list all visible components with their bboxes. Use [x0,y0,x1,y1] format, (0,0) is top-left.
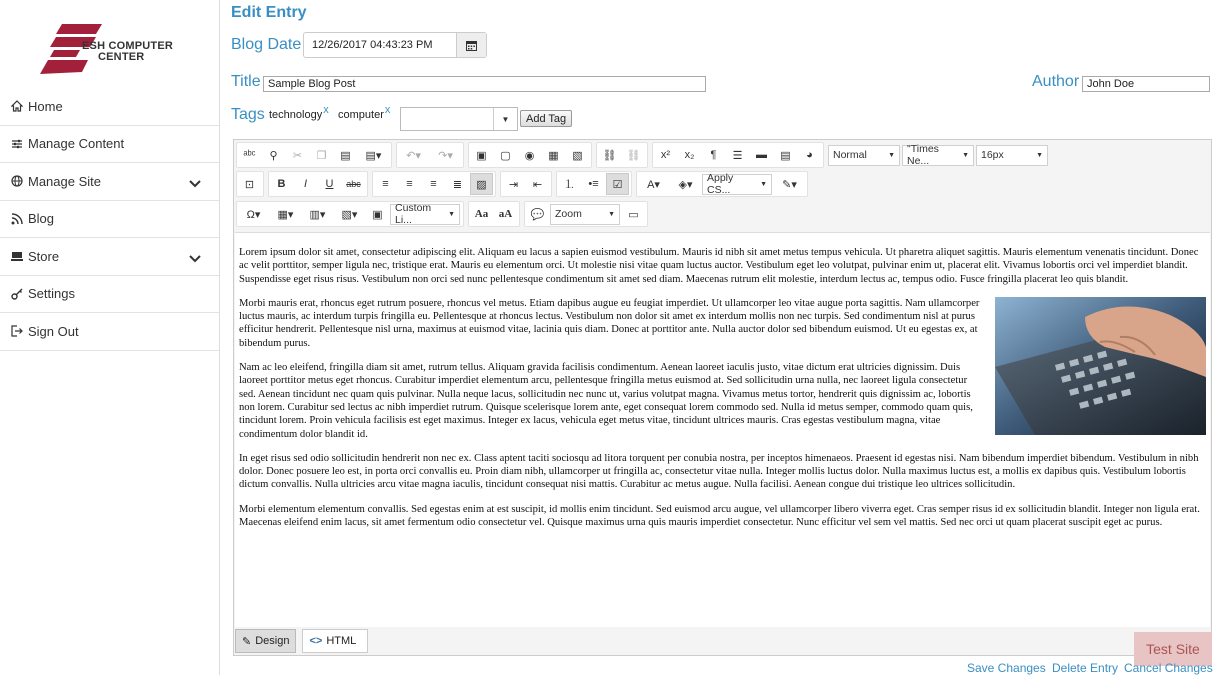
toolbar-group [468,142,592,168]
toolbar-group [652,142,824,168]
sidebar-nav [0,88,219,351]
unlink-icon[interactable]: ⛓ [626,149,641,162]
underline-icon[interactable]: U [325,178,334,190]
sidebar-item-settings[interactable] [0,276,219,314]
remove-tag-icon[interactable]: x [323,104,329,116]
check-format-icon[interactable]: ☑ [606,173,629,195]
toolbar-group [236,142,392,168]
select-all-icon[interactable]: ⊡ [244,178,255,191]
title-label: Title [231,73,261,90]
sidebar [0,0,220,675]
sidebar-item-label: Manage Site [28,173,101,189]
sidebar-item-label: Store [28,248,60,264]
caret-icon: ▼ [448,210,455,218]
insert-snippet-icon[interactable]: ▧▾ [341,208,358,221]
paste-options-icon[interactable]: ▤▾ [365,149,382,162]
sidebar-item-label: Settings [28,286,75,302]
css-class-value: Apply CS... [707,172,734,196]
align-left-icon[interactable]: ≡ [382,178,389,190]
title-input[interactable]: Sample Blog Post [263,76,706,92]
toolbar-group [396,142,464,168]
chart-icon[interactable]: ◕ [806,149,813,161]
logo-text-line1: ESH COMPUTER [82,40,174,52]
chevron-down-icon[interactable] [189,251,201,266]
remove-alignment-icon[interactable]: ▨ [470,173,493,195]
logo-text-line2: CENTER [98,51,145,63]
cut-icon[interactable]: ✂ [292,149,303,162]
format-value: Normal [833,149,867,161]
custom-links-dropdown[interactable] [390,204,460,225]
abbr-icon[interactable]: ☰ [732,149,743,162]
toolbar-group [468,201,520,227]
tag-select[interactable] [400,107,518,131]
toolbar-group [500,171,552,197]
toolbar-group [556,171,632,197]
zoom-dropdown[interactable] [550,204,620,225]
toolbar-group [596,142,648,168]
justify-icon[interactable]: ≣ [452,178,463,191]
globe-icon [10,174,24,188]
save-changes-link[interactable]: Save Changes [967,661,1046,675]
delete-entry-link[interactable]: Delete Entry [1052,661,1119,675]
find-icon[interactable]: ⚲ [269,149,278,162]
sliders-icon [10,137,24,151]
dropdown-arrow-icon[interactable]: ▼ [493,108,517,130]
add-tag-button[interactable]: Add Tag [520,110,572,127]
image-manager-icon[interactable]: ▣ [476,149,487,162]
format-stripper-icon[interactable]: ✎▾ [782,178,797,191]
zoom-value: Zoom [555,208,582,220]
sidebar-item-label: Home [28,98,63,114]
strikethrough-icon[interactable]: abc [346,179,361,189]
html-mode-label: HTML [326,635,357,647]
outdent-icon[interactable]: ⇤ [532,178,543,191]
document-icon[interactable]: ▧ [572,149,583,162]
form-icon[interactable]: ▤ [780,149,791,162]
convert-uppercase-icon[interactable]: aA [498,208,513,220]
sidebar-item-blog[interactable] [0,201,219,239]
toolbar-group [636,171,808,197]
indent-icon[interactable]: ⇥ [508,178,519,191]
author-label: Author [1032,73,1080,90]
sidebar-item-sign-out[interactable] [0,313,219,351]
sidebar-item-store[interactable] [0,238,219,276]
subscript-icon[interactable]: x₂ [684,149,695,161]
toolbar-row-2 [236,171,812,197]
sidebar-item-home[interactable] [0,88,219,126]
calendar-icon [466,40,477,51]
home-icon [10,99,24,113]
content-paragraph: In eget risus sed odio sollicitudin hendrerit non nec ex. Class aptent taciti sociosqu ad litora torquent per conubia nostra, per inceptos himenaeos. Praesent id egestas nisi. Nam bibendum imperdiet bibendum. Vestibulum in nibh dolor. Donec posuere leo est, in porta orci convallis eu. Proin diam nibh, ullamcorper ut fringilla ac, consectetur vitae nulla. Integer mollis luctus dolor. Nulla maximus luctus est, a mollis ex dapibus quis. Vestibulum lobortis dictum convallis. Nulla ultricies arcu vitae magna iaculis, tincidunt consequat nisi mattis. Curabitur ac metus augue. Nulla facilisi. Aenean congue dui tristique leo ultrices sollicitudin. [239,452,1199,491]
rss-icon [10,212,24,226]
align-center-icon[interactable]: ≡ [406,178,413,190]
tag-label: computer [338,109,384,121]
blog-date-input[interactable]: 12/26/2017 04:43:23 PM [312,39,433,51]
test-site-button[interactable]: Test Site [1134,632,1212,666]
key-icon [10,287,24,301]
toolbar-group [268,171,368,197]
numbered-list-icon[interactable]: ⒈ [564,179,575,191]
spellcheck-icon[interactable]: ᵃᵇᶜ [243,149,256,161]
caret-icon: ▼ [888,151,895,159]
bold-icon[interactable]: B [277,178,286,190]
pencil-icon: ✎ [242,635,252,648]
tags-label: Tags [231,106,265,123]
cancel-changes-link[interactable]: Cancel Changes [1124,661,1213,675]
code-icon: <> [309,635,323,647]
undo-icon[interactable]: ↶▾ [406,149,421,162]
tag-chip [269,104,329,121]
font-size-value: 16px [981,149,1004,161]
content-paragraph: Nam ac leo eleifend, fringilla diam sit amet, rutrum tellus. Aliquam gravida facilisis condimentum. Aenean laoreet iaculis justo, vitae dictum erat ultricies dignissim. Duis laoreet porttitor metus eget rhoncus. Curabitur imperdiet elementum arcu, pellentesque fringilla metus euismod at. Sed sollicitudin urna nulla, nec laoreet ligula consectetur sed. Aenean tincidunt nec quam quis pulvinar. Nulla neque lacus, sollicitudin nec nunc ut, varius volutpat magna. Vivamus metus tortor, hendrerit quis dignissim ac, lobortis non lorem. Curabitur sed lectus ac nibh imperdiet rutrum. Quisque scelerisque lorem ante, eget consequat lorem commodo sed. Nulla id metus semper, commodo quam quis, tincidunt lorem. Proin vehicula facilisis est eget maximus. Integer ex lacus, vehicula eget metus vitae, tincidunt ultrices mauris. Cras egestas vestibulum magna, vitae condimentum dolor blandit id. [239,362,973,440]
css-class-dropdown[interactable] [702,174,772,195]
font-color-icon[interactable]: A▾ [647,178,660,191]
toolbar-group [236,201,464,227]
rich-text-editor [233,139,1212,656]
sidebar-item-label: Manage Content [28,136,125,152]
sidebar-item-label: Sign Out [28,323,79,339]
copy-icon[interactable]: ❐ [316,149,327,162]
content-paragraph: Lorem ipsum dolor sit amet, consectetur adipiscing elit. Aliquam eu lacus a sapien euismod vestibulum. Mauris id nibh sit amet metus tempus vehicula. Ut pharetra aliquet sagittis. Mauris elementum venenatis tincidunt. Donec ac velit porttitor, semper ligula nec, tristique erat. Mauris eu elementum orci. Ut molestie nisi vitae quam luctus auctor. Vestibulum eget leo volutpat, pulvinar enim ut, placerat elit. Vivamus lobortis orci vel imperdiet blandit. Suspendisse eget risus risus. Vestibulum non orci sed nunc pellentesque condimentum sit amet sed diam. Maecenas rutrum elit molestie, interdum lectus ac, tempus odio. Fusce fringilla placerat leo quis blandit. [239,247,1199,285]
bullet-list-icon[interactable]: •≡ [588,178,599,190]
page-title: Edit Entry [231,4,307,21]
font-size-dropdown[interactable] [976,145,1048,166]
insert-table-icon[interactable]: ▦▾ [277,208,294,221]
remove-tag-icon[interactable]: x [384,104,391,116]
image-properties-icon[interactable]: ▣ [372,208,383,221]
redo-icon[interactable]: ↷▾ [438,149,453,162]
superscript-icon[interactable]: x² [660,149,671,161]
keyboard-photo [995,297,1206,435]
image-map-icon[interactable]: ▢ [500,149,511,162]
content-paragraph: Morbi mauris erat, rhoncus eget rutrum posuere, rhoncus vel metus. Etiam dapibus augue eu feugiat imperdiet. Ut ullamcorper leo vitae augue porta sagittis. Nam ullamcorper luctus mauris, ac interdum turpis fringilla eu. Pellentesque at rhoncus lectus. Vestibulum non dolor sit amet ex interdum mollis non nec turpis. Sed condimentum nisl at purus efficitur hendrerit. Pellentesque nisl urna, maximus at euismod vitae, lacinia quis diam. Donec at porttitor ante. Nulla auctor dolor sed bibendum euismod. Ut eu egestas ex, at bibendum purus. [239,297,980,349]
horizontal-rule-icon[interactable]: ▬ [756,149,767,161]
font-family-dropdown[interactable] [902,145,974,166]
calendar-button[interactable] [456,33,486,57]
blog-date-label: Blog Date [231,36,302,53]
highlight-icon[interactable]: ◈▾ [678,178,693,191]
paragraph-icon[interactable]: ¶ [710,149,717,161]
design-mode-button[interactable] [235,629,296,653]
sidebar-item-manage-site[interactable] [0,163,219,201]
design-mode-label: Design [255,635,290,647]
toolbar-group [524,201,648,227]
tag-chip [338,104,391,121]
register-icon [10,249,24,263]
align-right-icon[interactable]: ≡ [430,178,437,190]
blog-date-picker [303,32,487,58]
html-mode-button[interactable] [302,629,368,653]
flash-icon[interactable]: ▦ [548,149,559,162]
hyperlink-icon[interactable]: ⛓ [602,149,617,162]
toolbar-group [372,171,496,197]
convert-lowercase-icon[interactable]: Aa [474,208,489,220]
font-family-value: "Times Ne... [907,143,939,167]
media-icon[interactable]: ◉ [524,149,535,162]
toolbar-row-3 [236,201,652,227]
sign-out-icon [10,324,24,338]
comment-icon[interactable]: 💬 [530,208,545,221]
toolbar-group [236,171,264,197]
caret-icon: ▼ [1036,151,1043,159]
table-properties-icon[interactable]: ▥▾ [309,208,326,221]
caret-icon: ▼ [962,151,969,159]
tag-label: technology [269,109,323,121]
editor-mode-tabs [235,629,374,653]
editor-content[interactable] [235,232,1210,627]
toolbar-row-1 [236,142,1050,168]
caret-icon: ▼ [608,210,615,218]
chevron-down-icon[interactable] [189,176,201,191]
author-input[interactable]: John Doe [1082,76,1210,92]
content-paragraph: Morbi elementum elementum convallis. Sed egestas enim at est suscipit, id mollis enim tincidunt. Sed euismod arcu augue, vel ullamcorper libero viverra eget. Cras semper risus id ex sollicitudin blandit. Integer non ligula erat. Maecenas eleifend enim lacus, sit amet fermentum odio consectetur vel. Quisque maximus urna quis mauris imperdiet consectetur. Nunc efficitur vel sem vel mattis. Sed nec orci ut quam placerat suscipit eget ac purus. [239,503,1200,529]
italic-icon[interactable]: I [303,178,308,190]
symbols-icon[interactable]: Ω▾ [246,208,261,221]
caret-icon: ▼ [760,180,767,188]
format-dropdown[interactable] [828,145,900,166]
sidebar-item-label: Blog [28,211,55,227]
preview-icon[interactable]: ▭ [628,208,639,221]
company-logo[interactable] [40,22,180,78]
sidebar-item-manage-content[interactable] [0,126,219,164]
custom-links-value: Custom Li... [395,202,432,226]
paste-icon[interactable]: ▤ [340,149,351,162]
